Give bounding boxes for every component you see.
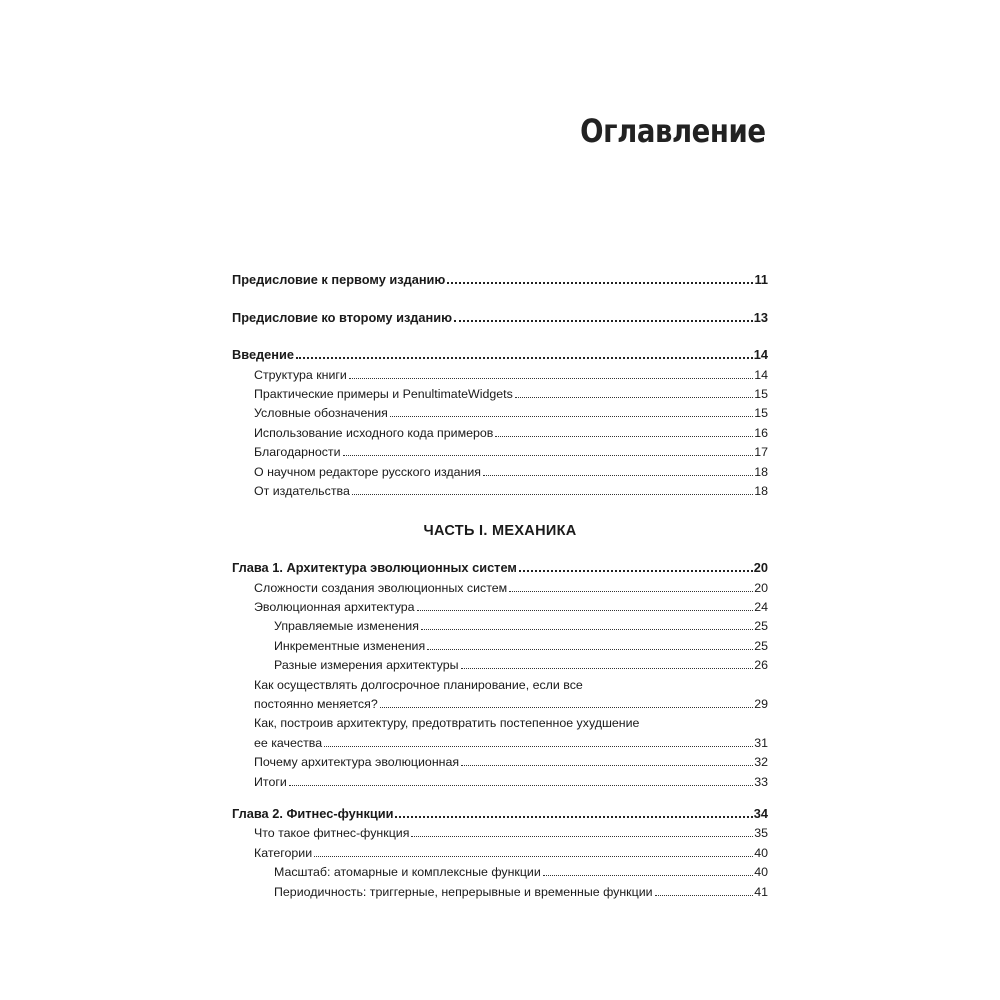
- toc-page-number: 26: [754, 658, 768, 673]
- toc-label: Почему архитектура эволюционная: [254, 755, 460, 770]
- dot-leader: [461, 765, 753, 766]
- toc-entry-incremental-change[interactable]: [232, 633, 768, 652]
- toc-entry-chapter-1[interactable]: [232, 556, 768, 575]
- toc-entry-summary[interactable]: [232, 769, 768, 788]
- toc-label: Введение: [232, 347, 295, 363]
- toc-entry-introduction[interactable]: [232, 343, 768, 362]
- dot-leader: [314, 856, 753, 857]
- table-of-contents: [232, 268, 768, 899]
- toc-page-number: 25: [754, 638, 768, 653]
- dot-leader: [519, 570, 753, 572]
- toc-label: Практические примеры и PenultimateWidgets: [254, 386, 513, 401]
- toc-label: Условные обозначения: [254, 406, 388, 421]
- toc-page-number: 40: [754, 865, 768, 880]
- toc-entry-what-is-fitness[interactable]: [232, 821, 768, 840]
- toc-entry-categories[interactable]: [232, 840, 768, 859]
- toc-label: Масштаб: атомарные и комплексные функции: [274, 865, 541, 880]
- toc-entry-why-evolutionary[interactable]: [232, 750, 768, 769]
- toc-entry-difficulties[interactable]: [232, 575, 768, 594]
- toc-page-number: 33: [754, 774, 768, 789]
- toc-page-number: 24: [754, 600, 768, 615]
- dot-leader: [411, 836, 753, 837]
- toc-page-number: 40: [754, 845, 768, 860]
- toc-entry-examples[interactable]: [232, 382, 768, 401]
- toc-entry-preface-first[interactable]: [232, 268, 768, 287]
- part-heading: ЧАСТЬ I. МЕХАНИКА: [423, 522, 577, 539]
- dot-leader: [349, 378, 753, 379]
- dot-leader: [454, 320, 753, 322]
- toc-entry-acknowledgements[interactable]: [232, 440, 768, 459]
- toc-page-number: 16: [754, 425, 768, 440]
- toc-label: Итоги: [254, 774, 287, 789]
- toc-label: Периодичность: триггерные, непрерывные и временные функции: [274, 884, 653, 899]
- dot-leader: [509, 591, 753, 592]
- toc-entry-degradation[interactable]: [232, 730, 768, 749]
- dot-leader: [427, 649, 753, 650]
- toc-entry-preface-second[interactable]: [232, 305, 768, 324]
- toc-entry-chapter-2[interactable]: [232, 802, 768, 821]
- toc-page-number: 18: [754, 483, 768, 498]
- dot-leader: [343, 455, 754, 456]
- dot-leader: [483, 475, 753, 476]
- dot-leader: [417, 610, 754, 611]
- toc-label: Категории: [254, 845, 313, 860]
- toc-page-number: 14: [754, 367, 768, 382]
- toc-label: Эволюционная архитектура: [254, 600, 415, 615]
- toc-page-number: 41: [754, 884, 768, 899]
- toc-entry-evolutionary-architecture[interactable]: [232, 595, 768, 614]
- dot-leader: [395, 816, 752, 818]
- toc-page-number: 13: [753, 309, 768, 325]
- toc-page-number: 18: [754, 464, 768, 479]
- toc-page-number: 11: [754, 272, 768, 288]
- toc-page-number: 15: [754, 406, 768, 421]
- toc-label: О научном редакторе русского издания: [254, 464, 482, 479]
- toc-page-number: 31: [754, 735, 768, 750]
- toc-label: Что такое фитнес-функция: [254, 826, 410, 841]
- dot-leader: [421, 629, 753, 630]
- toc-page-number: 20: [754, 580, 768, 595]
- toc-entry-cadence[interactable]: [232, 879, 768, 898]
- toc-entry-guided-change[interactable]: [232, 614, 768, 633]
- toc-label: Предисловие к первому изданию: [232, 272, 446, 288]
- toc-entry-dimensions[interactable]: [232, 653, 768, 672]
- toc-label: Глава 2. Фитнес-функции: [232, 805, 394, 821]
- toc-label: Структура книги: [254, 367, 347, 382]
- toc-label: ее качества: [254, 735, 323, 750]
- toc-label: Сложности создания эволюционных систем: [254, 580, 508, 595]
- toc-label: Глава 1. Архитектура эволюционных систем: [232, 560, 517, 576]
- toc-label: Разные измерения архитектуры: [274, 658, 459, 673]
- dot-leader: [515, 397, 753, 398]
- toc-entry-book-structure[interactable]: [232, 362, 768, 381]
- toc-entry-publisher[interactable]: [232, 479, 768, 498]
- toc-page-number: 15: [754, 386, 768, 401]
- dot-leader: [380, 707, 753, 708]
- dot-leader: [447, 282, 753, 284]
- toc-page-number: 29: [754, 697, 768, 712]
- toc-entry-source-code[interactable]: [232, 420, 768, 439]
- toc-label: Предисловие ко второму изданию: [232, 309, 453, 325]
- toc-entry-planning[interactable]: [232, 692, 768, 711]
- dot-leader: [495, 436, 753, 437]
- toc-entry-degradation-line1[interactable]: Как, построив архитектуру, предотвратить постепенное ухудшение: [254, 716, 640, 731]
- toc-entry-science-editor[interactable]: [232, 459, 768, 478]
- toc-entry-scope[interactable]: [232, 860, 768, 879]
- dot-leader: [289, 785, 753, 786]
- dot-leader: [390, 416, 753, 417]
- dot-leader: [543, 875, 753, 876]
- toc-label: Использование исходного кода примеров: [254, 425, 494, 440]
- dot-leader: [461, 668, 754, 669]
- toc-page-number: 14: [753, 347, 768, 363]
- toc-entry-planning-line1[interactable]: Как осуществлять долгосрочное планирование, если все: [254, 677, 583, 692]
- dot-leader: [296, 357, 753, 359]
- page-title: Оглавление: [580, 112, 766, 150]
- dot-leader: [324, 746, 753, 747]
- toc-page-number: 17: [754, 445, 768, 460]
- toc-page-number: 35: [754, 826, 768, 841]
- toc-page-number: 20: [753, 560, 768, 576]
- toc-label: постоянно меняется?: [254, 697, 378, 712]
- dot-leader: [352, 494, 753, 495]
- toc-page-number: 25: [754, 619, 768, 634]
- toc-label: Инкрементные изменения: [274, 638, 426, 653]
- dot-leader: [655, 895, 754, 896]
- toc-page-number: 32: [754, 755, 768, 770]
- toc-label: От издательства: [254, 483, 350, 498]
- toc-entry-conventions[interactable]: [232, 401, 768, 420]
- toc-label: Благодарности: [254, 445, 341, 460]
- toc-label: Управляемые изменения: [274, 619, 419, 634]
- toc-page-number: 34: [753, 805, 768, 821]
